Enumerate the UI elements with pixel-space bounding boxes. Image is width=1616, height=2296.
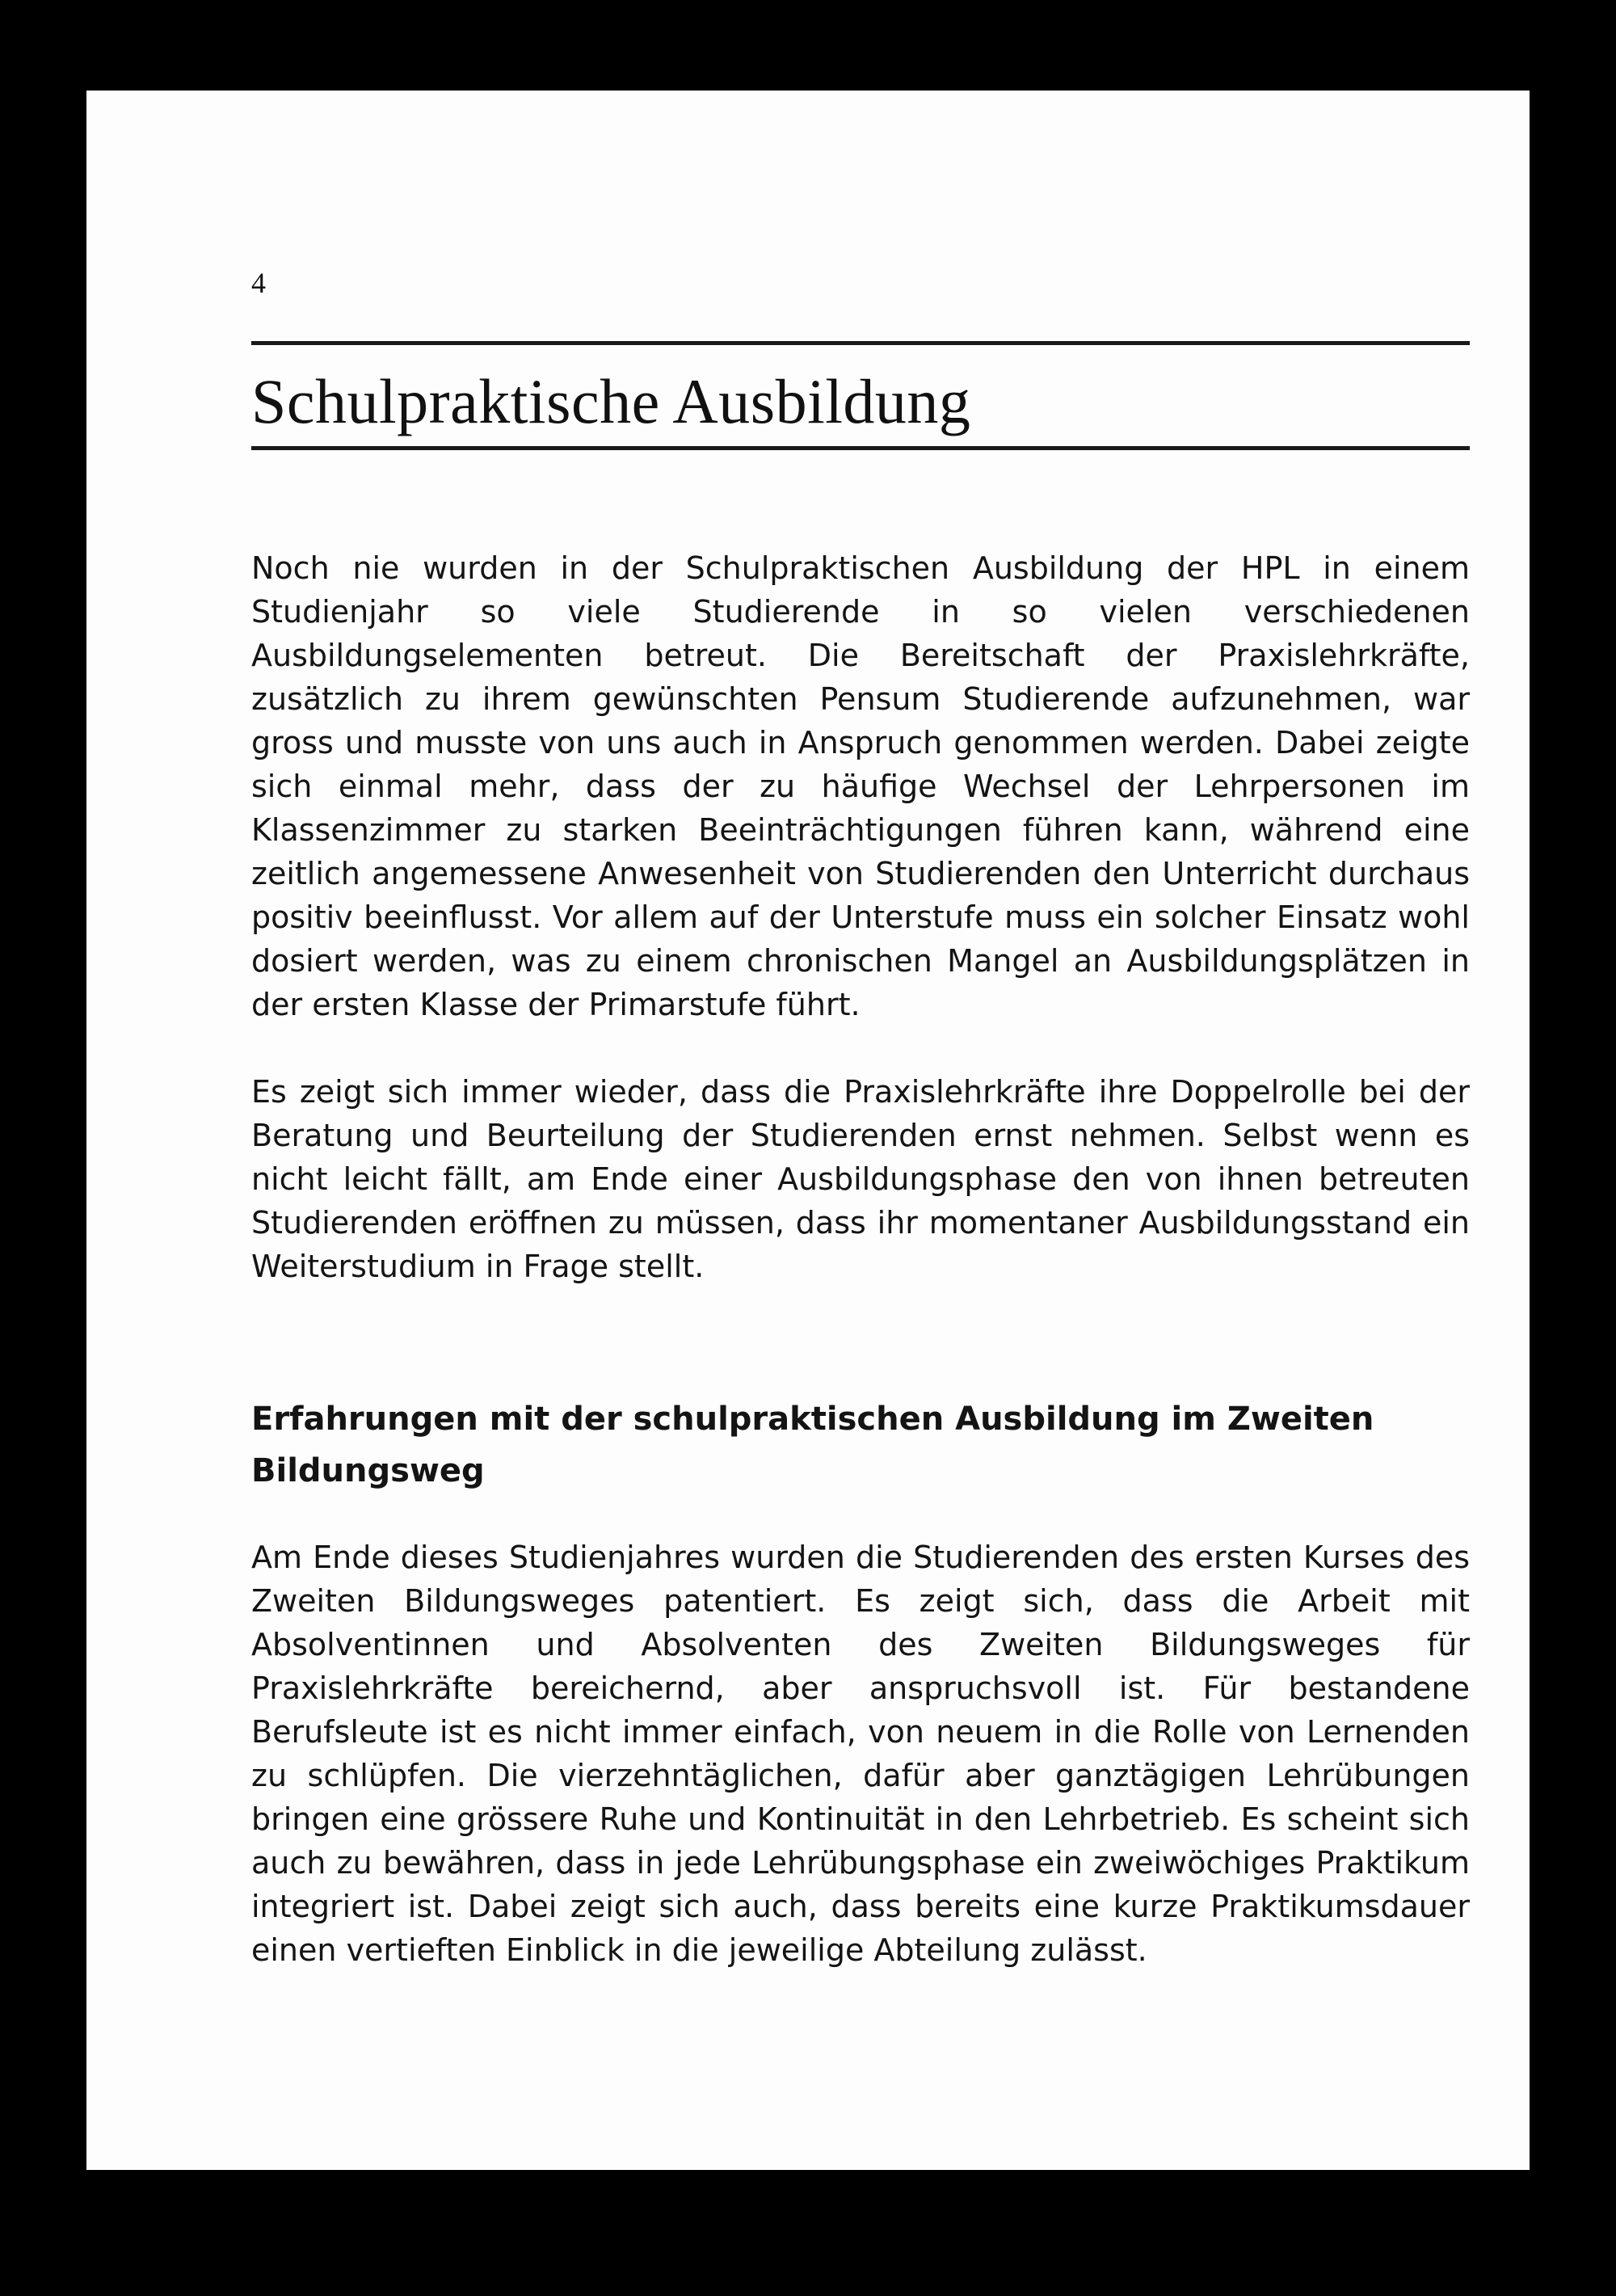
document-page: [86, 91, 1530, 2170]
section-paragraph: Am Ende dieses Studienjahres wurden die Studierenden des ersten Kurses des Zweiten Bildungsweges patentiert. Es zeigt sich, dass die Arbeit mit Absolventinnen und Absolventen des Zweiten Bildungsweges für Praxislehrkräfte bereichernd, aber anspruchsvoll ist. Für bestandene Berufsleute ist es nicht immer einfach, von neuem in die Rolle von Lernenden zu schlüpfen. Die vierzehntäglichen, dafür aber ganztägigen Lehrübungen bringen eine grössere Ruhe und Kontinuität in den Lehrbetrieb. Es scheint sich auch zu bewähren, dass in jede Lehrübungsphase ein zweiwöchiges Praktikum integriert ist. Dabei zeigt sich auch, dass bereits eine kurze Praktikumsdauer einen vertieften Einblick in die jeweilige Abteilung zulässt.: [251, 1540, 1470, 1968]
body-paragraph: Es zeigt sich immer wieder, dass die Praxislehrkräfte ihre Doppelrolle bei der Beratung und Beurteilung der Studierenden ernst nehmen. Selbst wenn es nicht leicht fällt, am Ende einer Ausbildungsphase den von ihnen betreuten Studierenden eröffnen zu müssen, dass ihr momentaner Ausbildungsstand ein Weiterstudium in Frage stellt.: [251, 1074, 1470, 1284]
section-heading: Erfahrungen mit der schulpraktischen Ausbildung im Zweiten Bildungsweg: [251, 1401, 1374, 1489]
body-paragraph: Noch nie wurden in der Schulpraktischen Ausbildung der HPL in einem Studienjahr so viele Studierende in so vielen verschiedenen Ausbildungselementen betreut. Die Bereitschaft der Praxislehrkräfte, zusätzlich zu ihrem gewünschten Pensum Studierende aufzunehmen, war gross und musste von uns auch in Anspruch genommen werden. Dabei zeigte sich einmal mehr, dass der zu häufige Wechsel der Lehrpersonen im Klassenzimmer zu starken Beeinträchtigungen führen kann, während eine zeitlich angemessene Anwesenheit von Studierenden den Unterricht durchaus positiv beeinflusst. Vor allem auf der Unterstufe muss ein solcher Einsatz wohl dosiert werden, was zu einem chronischen Mangel an Ausbildungsplätzen in der ersten Klasse der Primarstufe führt.: [251, 550, 1470, 1022]
page-number: 4: [251, 267, 266, 299]
title-rule-bottom: [251, 446, 1470, 450]
chapter-title: Schulpraktische Ausbildung: [251, 366, 971, 436]
title-rule-top: [251, 341, 1470, 345]
